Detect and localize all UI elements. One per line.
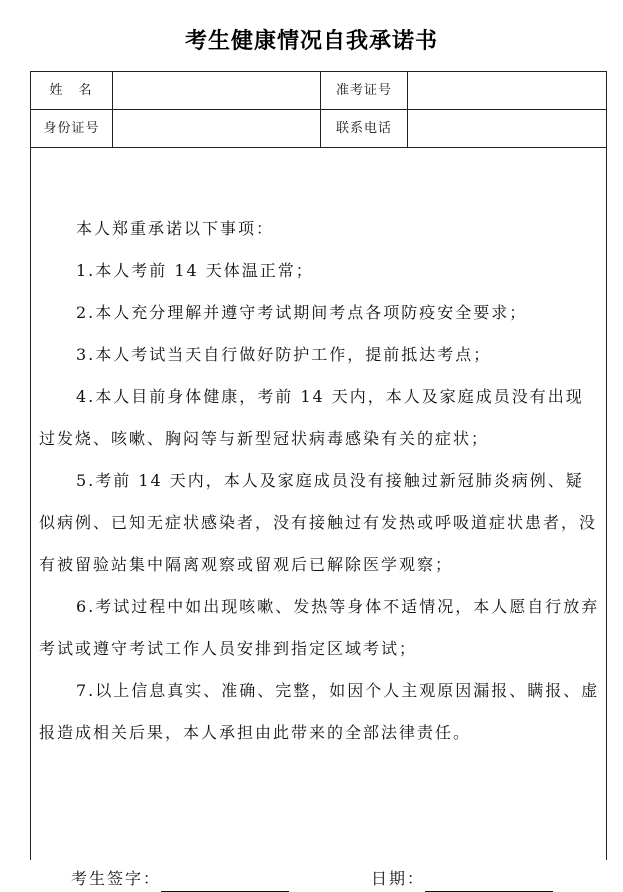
name-label: 姓名 xyxy=(31,72,113,109)
form-row-id xyxy=(31,110,606,148)
commitment-item-2: 2.本人充分理解并遵守考试期间考点各项防疫安全要求； xyxy=(76,303,528,322)
date-line[interactable] xyxy=(425,871,553,892)
commitment-item-7: 7.以上信息真实、准确、完整，如因个人主观原因漏报、瞒报、虚报造成相关后果，本人承担由此带来的全部法律责任。 xyxy=(39,681,600,742)
id-number-label: 身份证号 xyxy=(31,110,113,147)
exam-number-field[interactable] xyxy=(408,72,606,109)
commitment-item-1: 1.本人考前 14 天体温正常； xyxy=(76,261,314,280)
commitment-form xyxy=(30,71,607,888)
commitment-item-6: 6.考试过程中如出现咳嗽、发热等身体不适情况，本人愿自行放弃考试或遵守考试工作人员安排到指定区域考试； xyxy=(39,597,600,658)
signer-block xyxy=(71,866,289,892)
commitment-item-3: 3.本人考试当天自行做好防护工作，提前抵达考点； xyxy=(76,345,492,364)
id-number-field[interactable] xyxy=(113,110,321,147)
commitment-item-4: 4.本人目前身体健康，考前 14 天内，本人及家庭成员没有出现过发烧、咳嗽、胸闷等与新型冠状病毒感染有关的症状； xyxy=(39,387,584,448)
commitment-item-5: 5.考前 14 天内，本人及家庭成员没有接触过新冠肺炎病例、疑似病例、已知无症状感染者，没有接触过有发热或呼吸道症状患者，没有被留验站集中隔离观察或留观后已解除医学观察； xyxy=(39,471,598,574)
signer-label: 考生签字： xyxy=(71,869,162,888)
signer-signature-line[interactable] xyxy=(161,871,289,892)
phone-label: 联系电话 xyxy=(321,110,408,147)
exam-number-label: 准考证号 xyxy=(321,72,408,109)
name-field[interactable] xyxy=(113,72,321,109)
phone-field[interactable] xyxy=(408,110,606,147)
date-label: 日期： xyxy=(371,869,426,888)
commitment-intro: 本人郑重承诺以下事项： xyxy=(76,219,275,238)
page-title: 考生健康情况自我承诺书 xyxy=(184,29,438,54)
form-row-name xyxy=(31,72,606,110)
date-block xyxy=(371,866,553,892)
